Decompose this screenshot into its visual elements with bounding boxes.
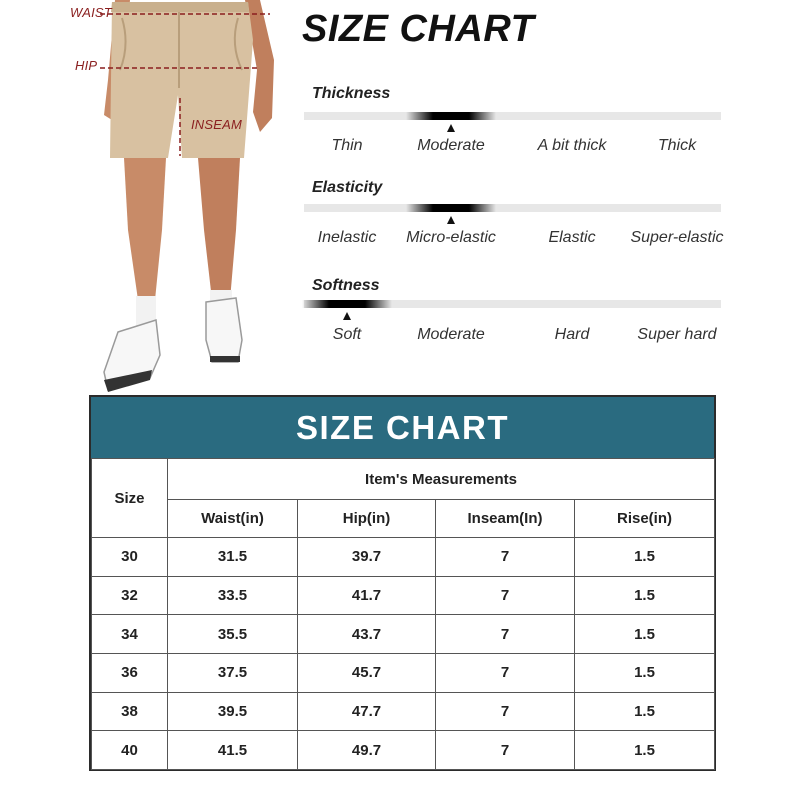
table-row: [92, 538, 715, 577]
thickness-option: Thin: [331, 137, 363, 154]
measurement-cell: 7: [436, 731, 575, 770]
size-column-header: Size: [92, 459, 168, 538]
size-cell: 36: [92, 654, 168, 693]
inseam-callout: INSEAM: [191, 117, 243, 132]
thickness-option: Moderate: [417, 137, 485, 154]
measurement-cell: 7: [436, 576, 575, 615]
table-banner-title: SIZE CHART: [296, 408, 509, 446]
measurement-cell: 7: [436, 692, 575, 731]
thickness-pointer-icon: [447, 124, 455, 132]
table-row: [92, 692, 715, 731]
table-banner: [91, 397, 714, 458]
thickness-selected-band: [406, 112, 496, 120]
measurement-cell: 47.7: [298, 692, 436, 731]
thickness-option: Thick: [657, 137, 697, 154]
measurement-cell: 7: [436, 538, 575, 577]
measurement-column-header: Waist(in): [168, 500, 298, 538]
measurement-cell: 41.7: [298, 576, 436, 615]
shorts: [110, 2, 253, 158]
measurement-cell: 7: [436, 654, 575, 693]
size-cell: 34: [92, 615, 168, 654]
elasticity-option: Super-elastic: [630, 229, 724, 246]
elasticity-option: Inelastic: [317, 229, 377, 246]
measurement-cell: 33.5: [168, 576, 298, 615]
table-row: [92, 576, 715, 615]
measurement-cell: 31.5: [168, 538, 298, 577]
table-body: [92, 538, 715, 770]
size-cell: 40: [92, 731, 168, 770]
size-cell: 32: [92, 576, 168, 615]
measurement-cell: 39.5: [168, 692, 298, 731]
elasticity-scale-title: Elasticity: [312, 179, 383, 196]
table-row: [92, 731, 715, 770]
softness-option: Moderate: [417, 326, 485, 343]
waist-callout: WAIST: [70, 5, 112, 20]
waistband: [111, 2, 249, 12]
column-header-row: [92, 500, 715, 538]
measurement-cell: 37.5: [168, 654, 298, 693]
measurement-cell: 7: [436, 615, 575, 654]
size-table: [91, 458, 715, 770]
softness-option: Super hard: [637, 326, 717, 343]
softness-option: Hard: [554, 326, 590, 343]
softness-selected-band: [302, 300, 392, 308]
thickness-scale-title: Thickness: [312, 85, 391, 102]
elasticity-option: Elastic: [548, 229, 596, 246]
measurement-cell: 43.7: [298, 615, 436, 654]
measurement-cell: 1.5: [575, 654, 715, 693]
left-leg: [124, 158, 166, 300]
elasticity-scale-track: [304, 204, 721, 212]
table-row: [92, 615, 715, 654]
measurement-cell: 1.5: [575, 615, 715, 654]
measurements-group-header: Item's Measurements: [168, 459, 715, 500]
measurement-cell: 49.7: [298, 731, 436, 770]
right-shoe-sole: [210, 356, 240, 362]
measurement-cell: 1.5: [575, 538, 715, 577]
measurement-column-header: Hip(in): [298, 500, 436, 538]
right-shoe: [206, 298, 242, 362]
softness-pointer-icon: [343, 312, 351, 320]
right-leg: [198, 158, 240, 300]
table-row: [92, 654, 715, 693]
size-table-container: [89, 395, 716, 771]
size-cell: 30: [92, 538, 168, 577]
measurement-cell: 35.5: [168, 615, 298, 654]
softness-option: Soft: [332, 326, 362, 343]
elasticity-option: Micro-elastic: [406, 229, 496, 246]
thickness-scale-track: [304, 112, 721, 120]
page-title: SIZE CHART: [302, 8, 535, 50]
hip-callout: HIP: [75, 58, 98, 73]
size-cell: 38: [92, 692, 168, 731]
thickness-option: A bit thick: [537, 137, 607, 154]
measurement-column-header: Rise(in): [575, 500, 715, 538]
measurement-cell: 39.7: [298, 538, 436, 577]
measurement-cell: 1.5: [575, 731, 715, 770]
measurement-cell: 1.5: [575, 576, 715, 615]
elasticity-selected-band: [406, 204, 496, 212]
measurement-column-header: Inseam(In): [436, 500, 575, 538]
softness-scale-title: Softness: [312, 277, 380, 294]
measurement-cell: 41.5: [168, 731, 298, 770]
measurement-cell: 45.7: [298, 654, 436, 693]
elasticity-pointer-icon: [447, 216, 455, 224]
measurement-cell: 1.5: [575, 692, 715, 731]
